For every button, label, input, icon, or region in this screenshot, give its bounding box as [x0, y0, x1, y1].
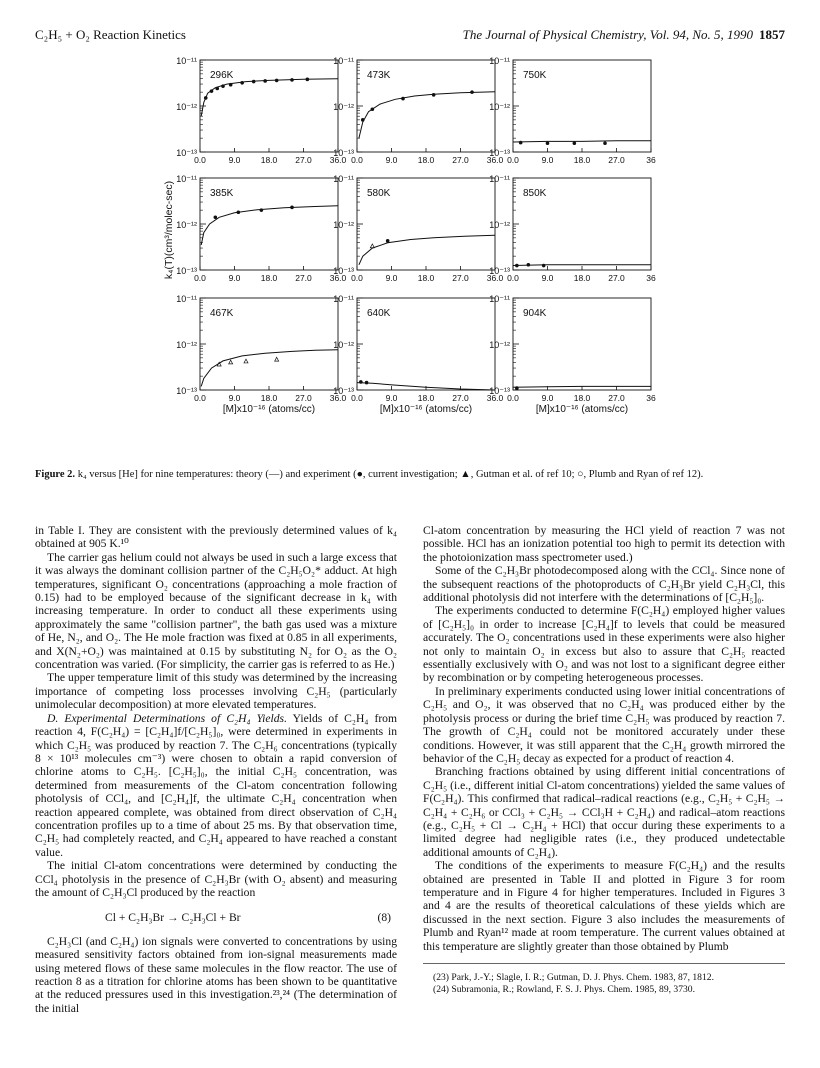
y-tick-label: 10⁻¹³: [176, 386, 197, 396]
current-data-point: [237, 210, 241, 214]
paragraph: Some of the C₂H₃Br photodecomposed along with the CCl₄. Since none of the subsequent reactions of the photoproducts of C₂H₃Br yield C₂H₃Cl, this additional photolysis did not interfere with the determinations of [C₂H₅]₀.: [423, 564, 785, 605]
panel-640K: [333, 294, 503, 415]
current-data-point: [546, 141, 550, 145]
x-tick-label: 9.0: [228, 273, 241, 283]
x-tick-label: 36: [646, 155, 656, 165]
y-axis-label: k₄(T)(cm³/molec-sec): [163, 180, 175, 280]
text-column-right: [423, 524, 785, 995]
y-tick-label: 10⁻¹¹: [176, 294, 197, 304]
theory-curve: [201, 350, 338, 387]
panel-temperature-label: 850K: [523, 188, 547, 199]
y-tick-label: 10⁻¹²: [489, 102, 510, 112]
x-tick-label: 36.0: [329, 393, 347, 403]
y-tick-label: 10⁻¹¹: [176, 56, 197, 66]
x-tick-label: 18.0: [417, 273, 435, 283]
x-tick-label: 9.0: [541, 155, 554, 165]
x-axis-label: [M]x10⁻¹⁶ (atoms/cc): [379, 404, 473, 415]
equation-number: (8): [377, 911, 391, 925]
y-tick-label: 10⁻¹²: [333, 340, 354, 350]
x-tick-label: 18.0: [573, 393, 591, 403]
x-tick-label: 36.0: [486, 273, 504, 283]
y-tick-label: 10⁻¹³: [176, 148, 197, 158]
paragraph: C₂H₃Cl (and C₂H₄) ion signals were converted to concentrations by using measured sensitivity factors obtained from ion-signal measurements made using metered flows of these same molecules in the flow reactor. The use of reaction 8 as a titration for chlorine atoms has been shown to be quantitative at the reduced pressures used in this investigation.²³,²⁴ (The determination of the initial: [35, 934, 397, 1015]
current-data-point: [215, 87, 219, 91]
panel-467K: [176, 294, 346, 415]
x-tick-label: 27.0: [452, 155, 469, 165]
y-tick-label: 10⁻¹¹: [176, 174, 197, 184]
page-number: 1857: [759, 27, 785, 42]
x-tick-label: 36.0: [329, 273, 347, 283]
x-tick-label: 18.0: [417, 393, 435, 403]
current-data-point: [229, 83, 233, 87]
paragraph: in Table I. They are consistent with the previously determined values of k₄ obtained at 905 K.¹⁰: [35, 524, 397, 551]
running-title: C₂H₅ + O₂ Reaction Kinetics: [35, 27, 186, 42]
current-data-point: [603, 141, 607, 145]
current-data-point: [401, 97, 405, 101]
current-data-point: [365, 381, 369, 385]
x-tick-label: 18.0: [260, 155, 278, 165]
x-tick-label: 27.0: [608, 393, 625, 403]
current-data-point: [386, 239, 390, 243]
gutman-data-point: [229, 360, 233, 364]
panel-temperature-label: 473K: [367, 70, 391, 81]
y-tick-label: 10⁻¹³: [489, 266, 510, 276]
y-tick-label: 10⁻¹³: [333, 266, 354, 276]
paragraph: The experiments conducted to determine F(C₂H₄) employed higher values of [C₂H₅]₀ in order to increase [C₂H₄]f to levels that could be measured accurately. The O₂ concentrations used in these experiments were also higher not only to maintain O₂ in excess but also to assure that C₂H₅ reacted essentially exclusively with O₂ and was not lost to a significant degree either by recombination or by competing heterogeneous processes.: [423, 604, 785, 685]
x-tick-label: 36: [646, 393, 656, 403]
panel-473K: [333, 56, 503, 165]
x-tick-label: 9.0: [541, 273, 554, 283]
x-axis-label: [M]x10⁻¹⁶ (atoms/cc): [535, 404, 629, 415]
x-tick-label: 27.0: [295, 393, 312, 403]
panel-580K: [333, 174, 503, 283]
y-tick-label: 10⁻¹¹: [489, 174, 510, 184]
panel-296K: [176, 56, 346, 165]
current-data-point: [359, 380, 363, 384]
current-data-point: [263, 79, 267, 83]
panel-385K: [176, 174, 346, 283]
current-data-point: [515, 386, 519, 390]
figure-caption: [35, 468, 785, 481]
panel-temperature-label: 640K: [367, 308, 391, 319]
figure-2-chart-grid: [0, 50, 820, 525]
y-tick-label: 10⁻¹¹: [333, 56, 354, 66]
theory-curve: [513, 141, 651, 142]
x-tick-label: 0.0: [194, 393, 206, 403]
x-tick-label: 0.0: [351, 155, 363, 165]
current-data-point: [204, 96, 208, 100]
current-data-point: [290, 206, 294, 210]
equation-text: Cl + C₂H₃Br → C₂H₃Cl + Br: [105, 911, 241, 925]
equation-8: [35, 899, 397, 934]
x-tick-label: 27.0: [452, 273, 469, 283]
current-data-point: [542, 264, 546, 268]
x-tick-label: 27.0: [295, 273, 312, 283]
current-data-point: [275, 79, 279, 83]
paragraph: The conditions of the experiments to measure F(C₂H₄) and the results obtained are presented in Table II and plotted in Figure 3 for room temperature and in Figure 4 for higher temperatures. Included in Figures 3 and 4 are the results of theoretical calculations of these yields which are discussed in the next section. Figure 3 also includes the measurements of Plumb and Ryan¹² made at room temperature. The current values obtained at this temperature are slightly greater than those obtained by Plumb: [423, 859, 785, 953]
theory-curve: [359, 235, 495, 265]
paragraph: D. Experimental Determinations of C₂H₄ Yields. Yields of C₂H₄ from reaction 4, F(C₂H₄) = [C₂H₄]f/[C₂H₅]₀, were determined in experiments in which C₂H₅ was produced by reaction 7. The C₂H₆ concentrations (typically 8 × 10¹³ molecules cm⁻³) were chosen to obtain a rapid conversion of chlorine atoms to C₂H₅. [C₂H₅]₀, the initial C₂H₅ concentration, was determined from measurements of the Cl-atom concentration following photolysis of CCl₄, and [C₂H₄]f, the ultimate C₂H₄ concentration when reaction appeared complete, was obtained from direct observation of C₂H₄ concentration profiles up to a time of about 25 ms. By that observation time, C₂H₅ had completely reacted, and C₂H₄ appeared to have reached a constant value.: [35, 711, 398, 859]
current-data-point: [306, 78, 310, 82]
current-data-point: [240, 81, 244, 85]
current-data-point: [221, 84, 225, 88]
y-tick-label: 10⁻¹²: [176, 340, 197, 350]
theory-curve: [513, 265, 651, 266]
paragraph: Branching fractions obtained by using different initial concentrations of C₂H₅ (i.e., different initial Cl-atom concentrations) yielded the same values of F(C₂H₄). This confirmed that radical–radical reactions (e.g., C₂H₅ + C₂H₅ → C₂H₄ + C₂H₆ or CCl₃ + C₂H₅ → CCl₃H + C₂H₄) and radical–atom reactions (e.g., C₂H₅ + Cl → C₂H₄ + HCl) that occur during these experiments to a limited degree had negligible rates (i.e., they produced undetectable additional amounts of C₂H₄).: [423, 765, 785, 859]
x-tick-label: 9.0: [228, 393, 241, 403]
y-tick-label: 10⁻¹³: [489, 386, 510, 396]
paragraph: In preliminary experiments conducted using lower initial concentrations of C₂H₅ and O₂, it was observed that no C₂H₄ was produced either by the photolysis process or during the brief time C₂H₅ was produced by reaction 7. The growth of C₂H₄ could not be monitored accurately under these conditions. However, it was still apparent that the C₂H₄ growth mirrored the behavior of the C₂H₅ decay as expected for a product of reaction 4.: [423, 684, 785, 765]
y-tick-label: 10⁻¹¹: [333, 174, 354, 184]
reference-24: (24) Subramonia, R.; Rowland, F. S. J. Phys. Chem. 1985, 89, 3730.: [433, 983, 696, 995]
journal-citation: The Journal of Physical Chemistry, Vol. 94, No. 5, 1990 1857: [462, 27, 785, 42]
page-header: [35, 27, 785, 45]
theory-curve: [359, 92, 495, 139]
panel-temperature-label: 904K: [523, 308, 547, 319]
x-tick-label: 27.0: [452, 393, 469, 403]
gutman-data-point: [275, 357, 279, 361]
x-tick-label: 9.0: [385, 273, 398, 283]
gutman-data-point: [244, 359, 248, 363]
x-tick-label: 0.0: [194, 155, 206, 165]
paragraph: The carrier gas helium could not always be used in such a large excess that it was always the dominant collision partner of the C₂H₅O₂* adduct. At high temperatures, significant O₂ concentrations (approaching a mole fraction of 0.15) had to be employed because of the significant decrease in k₄ with increasing temperature. In order to conduct all these experiments using approximately the same "collision partner", the bath gas used was a mixture of He, N₂, and O₂. The He mole fraction was fixed at 0.85 in all experiments, and X(N₂+O₂) was maintained at 0.15 by substituting N₂ for O₂ as the O₂ concentration was varied. (For simplicity, the carrier gas is referred to as He.): [35, 550, 397, 672]
x-tick-label: 9.0: [541, 393, 554, 403]
current-data-point: [470, 90, 474, 94]
y-tick-label: 10⁻¹²: [333, 220, 354, 230]
current-data-point: [210, 89, 214, 93]
y-tick-label: 10⁻¹³: [333, 386, 354, 396]
paragraph: Cl-atom concentration by measuring the HCl yield of reaction 7 was not possible. HCl has an ionization potential too high to permit its detection with the photoionization mass spectrometer used.): [423, 524, 785, 564]
panel-temperature-label: 580K: [367, 188, 391, 199]
references: [423, 963, 785, 995]
theory-curve: [201, 206, 338, 245]
x-tick-label: 27.0: [608, 273, 625, 283]
x-tick-label: 27.0: [608, 155, 625, 165]
x-tick-label: 36: [646, 273, 656, 283]
current-data-point: [214, 215, 218, 219]
current-data-point: [361, 118, 365, 122]
current-data-point: [371, 107, 375, 111]
x-tick-label: 36.0: [486, 393, 504, 403]
panel-904K: [486, 294, 656, 415]
x-tick-label: 18.0: [573, 155, 591, 165]
panel-750K: [486, 56, 656, 165]
y-tick-label: 10⁻¹²: [333, 102, 354, 112]
y-tick-label: 10⁻¹²: [176, 220, 197, 230]
x-tick-label: 0.0: [507, 393, 519, 403]
x-tick-label: 18.0: [260, 393, 278, 403]
x-tick-label: 18.0: [417, 155, 435, 165]
current-data-point: [573, 141, 577, 145]
x-tick-label: 9.0: [385, 155, 398, 165]
panel-temperature-label: 750K: [523, 70, 547, 81]
x-tick-label: 0.0: [194, 273, 206, 283]
current-data-point: [519, 141, 523, 145]
reference-23: (23) Park, J.-Y.; Slagle, I. R.; Gutman, D. J. Phys. Chem. 1983, 87, 1812.: [433, 972, 714, 983]
y-tick-label: 10⁻¹¹: [333, 294, 354, 304]
panel-temperature-label: 385K: [210, 188, 234, 199]
x-tick-label: 0.0: [507, 273, 519, 283]
y-tick-label: 10⁻¹²: [176, 102, 197, 112]
current-data-point: [260, 208, 264, 212]
gutman-data-point: [370, 244, 374, 248]
panel-850K: [486, 174, 656, 283]
x-tick-label: 0.0: [351, 273, 363, 283]
panel-temperature-label: 296K: [210, 70, 234, 81]
current-data-point: [515, 264, 519, 268]
theory-curve: [201, 79, 338, 116]
y-tick-label: 10⁻¹²: [489, 340, 510, 350]
x-tick-label: 36.0: [486, 155, 504, 165]
y-tick-label: 10⁻¹¹: [489, 56, 510, 66]
text-column-left: [35, 524, 397, 1015]
x-tick-label: 18.0: [260, 273, 278, 283]
panel-temperature-label: 467K: [210, 308, 234, 319]
current-data-point: [527, 263, 531, 267]
y-tick-label: 10⁻¹¹: [489, 294, 510, 304]
x-tick-label: 18.0: [573, 273, 591, 283]
y-tick-label: 10⁻¹³: [489, 148, 510, 158]
x-tick-label: 36.0: [329, 155, 347, 165]
x-tick-label: 9.0: [385, 393, 398, 403]
y-tick-label: 10⁻¹²: [489, 220, 510, 230]
section-heading: D. Experimental Determinations of C₂H₄ Yields.: [47, 711, 287, 725]
figure-label: Figure 2.: [35, 469, 76, 480]
x-tick-label: 9.0: [228, 155, 241, 165]
x-tick-label: 0.0: [507, 155, 519, 165]
x-tick-label: 0.0: [351, 393, 363, 403]
current-data-point: [252, 80, 256, 84]
current-data-point: [432, 93, 436, 97]
y-tick-label: 10⁻¹³: [333, 148, 354, 158]
y-tick-label: 10⁻¹³: [176, 266, 197, 276]
paragraph: The upper temperature limit of this study was determined by the increasing importance of competing loss processes involving C₂H₅ (particularly unimolecular decomposition) at more elevated temperatures.: [35, 671, 397, 712]
figure-caption-text: k₄ versus [He] for nine temperatures: theory (—) and experiment (●, current investigation; ▲, Gutman et al. of ref 10; ○, Plumb and Ryan of ref 12).: [75, 469, 704, 480]
current-data-point: [290, 78, 294, 82]
x-axis-label: [M]x10⁻¹⁶ (atoms/cc): [222, 404, 316, 415]
x-tick-label: 27.0: [295, 155, 312, 165]
paragraph: The initial Cl-atom concentrations were determined by conducting the CCl₄ photolysis in the presence of C₂H₃Br (with O₂ absent) and measuring the amount of C₂H₃Cl produced by the reaction: [35, 859, 397, 899]
